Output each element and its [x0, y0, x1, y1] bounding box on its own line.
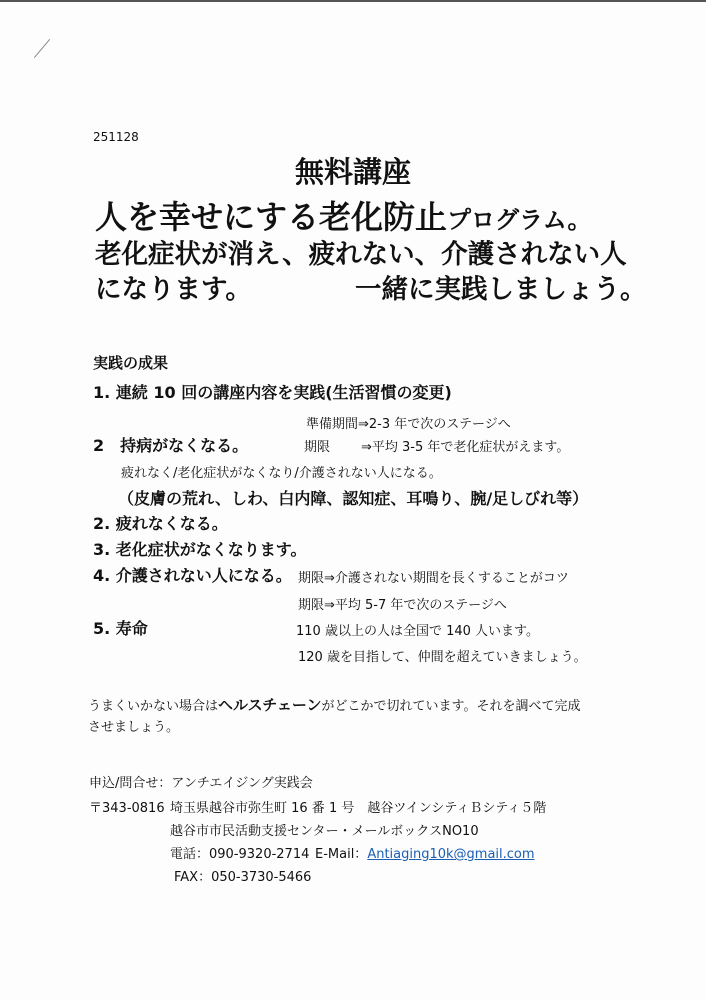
note-term1-label: 期限 [304, 440, 331, 455]
title-line2-main: 人を幸せにする老化防止 [95, 198, 448, 236]
note-term1: ⇒平均 3-5 年で老化症状がえます。 [361, 440, 570, 455]
fax: FAX：050-3730-5466 [174, 870, 312, 885]
note-term3: 期限⇒平均 5-7 年で次のステージへ [298, 598, 507, 613]
email-label: E-Mail： [315, 847, 368, 862]
note-age1: 110 歳以上の人は全国で 140 人います。 [296, 624, 539, 639]
address-line2: 越谷市市民活動支援センター・メールボックスNO10 [170, 824, 479, 839]
email-row [315, 843, 535, 862]
doc-code: 251128 [93, 130, 139, 144]
note-age2: 120 歳を目指して、仲間を超えていきましょう。 [298, 650, 587, 665]
scan-edge [0, 0, 706, 2]
result-item1: 1. 連続 10 回の講座内容を実践(生活習慣の変更) [93, 383, 452, 402]
result-item5: 5. 寿命 [93, 619, 148, 638]
title-line4-right: 一緒に実践しましょう。 [355, 274, 647, 305]
advice-bold: ヘルスチェーン [218, 696, 322, 714]
advice-line2: させましょう。 [88, 720, 180, 735]
title-line1: 無料講座 [294, 155, 411, 189]
advice-line1 [88, 694, 581, 715]
note-term2: 期限⇒介護されない期間を長くすることがコツ [298, 571, 569, 586]
advice-pre: うまくいかない場合は [88, 699, 219, 714]
result-item2: 2 持病がなくなる。 [93, 436, 249, 455]
title-line3: 老化症状が消え、疲れない、介護されない人 [95, 239, 627, 270]
title-line2-small: プログラム。 [447, 206, 592, 234]
note-prep: 準備期間⇒2-3 年で次のステージへ [306, 417, 511, 432]
phone: 電話：090-9320-2714 [170, 847, 310, 862]
result-item2b: 2. 疲れなくなる。 [93, 514, 228, 533]
contact-label: 申込/問合せ：アンチエイジング実践会 [89, 776, 313, 791]
address-line1: 埼玉県越谷市弥生町 16 番 1 号 越谷ツインシティＢシティ５階 [170, 801, 547, 816]
advice-post: がどこかで切れています。それを調べて完成 [321, 699, 581, 714]
title-line4-left: になります。 [95, 274, 252, 305]
scan-mark [34, 39, 50, 58]
postal-code: 〒343-0816 [89, 801, 165, 816]
result-item4: 4. 介護されない人になる。 [93, 566, 292, 585]
results-heading: 実践の成果 [93, 354, 169, 372]
result-item3: 3. 老化症状がなくなります。 [93, 540, 307, 559]
item2-examples: （皮膚の荒れ、しわ、白内障、認知症、耳鳴り、腕/足しびれ等） [118, 489, 589, 508]
item2-sub: 疲れなく/老化症状がなくなり/介護されない人になる。 [121, 466, 442, 481]
email-link[interactable]: Antiaging10k@gmail.com [367, 847, 535, 862]
